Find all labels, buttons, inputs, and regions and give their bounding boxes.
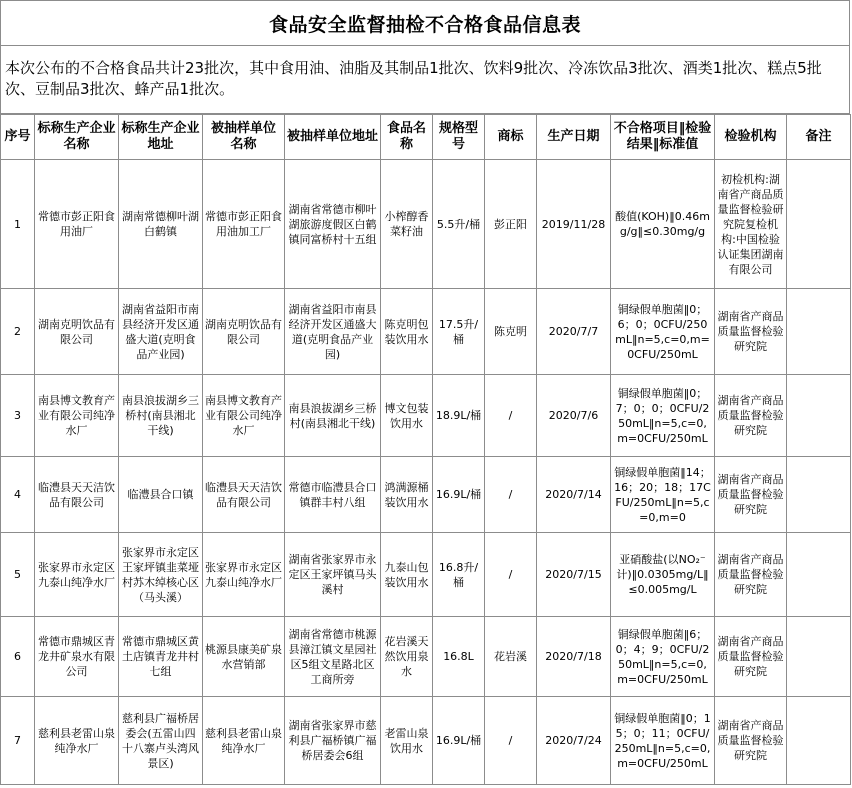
cell-spec: 17.5升/桶 — [433, 289, 485, 375]
cell-lab: 湖南省产商品质量监督检验研究院 — [715, 289, 787, 375]
cell-note — [787, 697, 851, 785]
col-header-brand: 商标 — [485, 115, 537, 160]
cell-failed-item: 铜绿假单胞菌‖14；16；20；18；17CFU/250mL‖n=5,c=0,m=0 — [611, 457, 715, 533]
cell-spec: 16.8升/桶 — [433, 533, 485, 617]
cell-food-name: 九泰山包装饮用水 — [381, 533, 433, 617]
cell-failed-item: 铜绿假单胞菌‖0；15；0；11；0CFU/250mL‖n=5,c=0,m=0CFU/250mL — [611, 697, 715, 785]
cell-production-date: 2019/11/28 — [537, 160, 611, 289]
cell-lab: 湖南省产商品质量监督检验研究院 — [715, 617, 787, 697]
cell-food-name: 小榨醇香菜籽油 — [381, 160, 433, 289]
cell-producer: 常德市鼎城区青龙井矿泉水有限公司 — [35, 617, 119, 697]
cell-lab: 湖南省产商品质量监督检验研究院 — [715, 375, 787, 457]
table-row — [1, 697, 851, 785]
cell-failed-item: 铜绿假单胞菌‖0；6；0；0CFU/250mL‖n=5,c=0,m=0CFU/250mL — [611, 289, 715, 375]
cell-food-name: 陈克明包装饮用水 — [381, 289, 433, 375]
cell-brand: / — [485, 457, 537, 533]
cell-no: 4 — [1, 457, 35, 533]
cell-producer-address: 南县浪拔湖乡三桥村(南县湘北干线) — [119, 375, 203, 457]
cell-brand: / — [485, 375, 537, 457]
cell-failed-item: 铜绿假单胞菌‖0；7；0；0；0CFU/250mL‖n=5,c=0,m=0CFU/250mL — [611, 375, 715, 457]
cell-brand: 陈克明 — [485, 289, 537, 375]
cell-food-name: 老雷山泉饮用水 — [381, 697, 433, 785]
col-header-failed-item: 不合格项目‖检验结果‖标准值 — [611, 115, 715, 160]
cell-failed-item: 酸值(KOH)‖0.46mg/g‖≤0.30mg/g — [611, 160, 715, 289]
cell-sampled-unit: 慈利县老雷山泉纯净水厂 — [203, 697, 285, 785]
cell-lab: 湖南省产商品质量监督检验研究院 — [715, 533, 787, 617]
cell-producer: 临澧县天天洁饮品有限公司 — [35, 457, 119, 533]
cell-producer: 常德市彭正阳食用油厂 — [35, 160, 119, 289]
cell-sampled-address: 南县浪拔湖乡三桥村(南县湘北干线) — [285, 375, 381, 457]
cell-no: 2 — [1, 289, 35, 375]
col-header-sampled-unit: 被抽样单位名称 — [203, 115, 285, 160]
cell-production-date: 2020/7/24 — [537, 697, 611, 785]
table-row — [1, 617, 851, 697]
cell-sampled-unit: 湖南克明饮品有限公司 — [203, 289, 285, 375]
cell-spec: 16.8L — [433, 617, 485, 697]
cell-lab: 初检机构:湖南省产商品质量监督检验研究院复检机构:中国检验认证集团湖南有限公司 — [715, 160, 787, 289]
table-row — [1, 375, 851, 457]
cell-no: 6 — [1, 617, 35, 697]
cell-sampled-address: 湖南省常德市桃源县漳江镇文星园社区5组文星路北区工商所旁 — [285, 617, 381, 697]
cell-sampled-address: 湖南省益阳市南县经济开发区通盛大道(克明食品产业园) — [285, 289, 381, 375]
cell-spec: 16.9L/桶 — [433, 697, 485, 785]
document-title: 食品安全监督抽检不合格食品信息表 — [0, 0, 850, 46]
cell-producer-address: 张家界市永定区王家坪镇韭菜垭村苏木绰核心区（马头溪） — [119, 533, 203, 617]
cell-lab: 湖南省产商品质量监督检验研究院 — [715, 457, 787, 533]
cell-production-date: 2020/7/14 — [537, 457, 611, 533]
cell-sampled-unit: 桃源县康美矿泉水营销部 — [203, 617, 285, 697]
cell-note — [787, 160, 851, 289]
col-header-spec: 规格型号 — [433, 115, 485, 160]
col-header-producer-address: 标称生产企业地址 — [119, 115, 203, 160]
cell-spec: 18.9L/桶 — [433, 375, 485, 457]
cell-no: 3 — [1, 375, 35, 457]
cell-sampled-address: 湖南省张家界市永定区王家坪镇马头溪村 — [285, 533, 381, 617]
table-row — [1, 160, 851, 289]
cell-no: 5 — [1, 533, 35, 617]
cell-food-name: 博文包装饮用水 — [381, 375, 433, 457]
col-header-note: 备注 — [787, 115, 851, 160]
cell-production-date: 2020/7/7 — [537, 289, 611, 375]
cell-note — [787, 457, 851, 533]
cell-sampled-unit: 临澧县天天洁饮品有限公司 — [203, 457, 285, 533]
table-header-row — [1, 115, 851, 160]
cell-note — [787, 617, 851, 697]
cell-sampled-unit: 常德市彭正阳食用油加工厂 — [203, 160, 285, 289]
cell-note — [787, 533, 851, 617]
cell-failed-item: 铜绿假单胞菌‖6；0；4；9；0CFU/250mL‖n=5,c=0,m=0CFU/250mL — [611, 617, 715, 697]
cell-failed-item: 亚硝酸盐(以NO₂⁻计)‖0.0305mg/L‖≤0.005mg/L — [611, 533, 715, 617]
cell-food-name: 鸿满源桶装饮用水 — [381, 457, 433, 533]
cell-producer-address: 临澧县合口镇 — [119, 457, 203, 533]
cell-spec: 16.9L/桶 — [433, 457, 485, 533]
cell-note — [787, 375, 851, 457]
cell-no: 7 — [1, 697, 35, 785]
cell-producer: 南县博文教育产业有限公司纯净水厂 — [35, 375, 119, 457]
table-row — [1, 533, 851, 617]
inspection-table — [0, 114, 851, 785]
intro-paragraph: 本次公布的不合格食品共计23批次，其中食用油、油脂及其制品1批次、饮料9批次、冷冻饮品3批次、酒类1批次、糕点5批次、豆制品3批次、蜂产品1批次。 — [0, 46, 850, 114]
cell-producer: 湖南克明饮品有限公司 — [35, 289, 119, 375]
cell-producer-address: 常德市鼎城区黄土店镇青龙井村七组 — [119, 617, 203, 697]
cell-sampled-address: 湖南省张家界市慈利县广福桥镇广福桥居委会6组 — [285, 697, 381, 785]
table-row — [1, 289, 851, 375]
table-row — [1, 457, 851, 533]
cell-food-name: 花岩溪天然饮用泉水 — [381, 617, 433, 697]
cell-no: 1 — [1, 160, 35, 289]
cell-sampled-unit: 张家界市永定区九泰山纯净水厂 — [203, 533, 285, 617]
cell-sampled-address: 常德市临澧县合口镇群丰村八组 — [285, 457, 381, 533]
col-header-production-date: 生产日期 — [537, 115, 611, 160]
cell-producer-address: 湖南常德柳叶湖白鹤镇 — [119, 160, 203, 289]
cell-note — [787, 289, 851, 375]
cell-producer: 慈利县老雷山泉纯净水厂 — [35, 697, 119, 785]
cell-producer-address: 湖南省益阳市南县经济开发区通盛大道(克明食品产业园) — [119, 289, 203, 375]
cell-lab: 湖南省产商品质量监督检验研究院 — [715, 697, 787, 785]
cell-producer-address: 慈利县广福桥居委会(五雷山四十八寨卢头湾风景区) — [119, 697, 203, 785]
cell-sampled-unit: 南县博文教育产业有限公司纯净水厂 — [203, 375, 285, 457]
col-header-no: 序号 — [1, 115, 35, 160]
cell-sampled-address: 湖南省常德市柳叶湖旅游度假区白鹤镇同富桥村十五组 — [285, 160, 381, 289]
cell-spec: 5.5升/桶 — [433, 160, 485, 289]
cell-production-date: 2020/7/6 — [537, 375, 611, 457]
col-header-lab: 检验机构 — [715, 115, 787, 160]
col-header-food-name: 食品名称 — [381, 115, 433, 160]
cell-brand: / — [485, 533, 537, 617]
col-header-producer: 标称生产企业名称 — [35, 115, 119, 160]
cell-brand: / — [485, 697, 537, 785]
cell-brand: 彭正阳 — [485, 160, 537, 289]
cell-production-date: 2020/7/18 — [537, 617, 611, 697]
col-header-sampled-address: 被抽样单位地址 — [285, 115, 381, 160]
cell-brand: 花岩溪 — [485, 617, 537, 697]
cell-production-date: 2020/7/15 — [537, 533, 611, 617]
cell-producer: 张家界市永定区九泰山纯净水厂 — [35, 533, 119, 617]
